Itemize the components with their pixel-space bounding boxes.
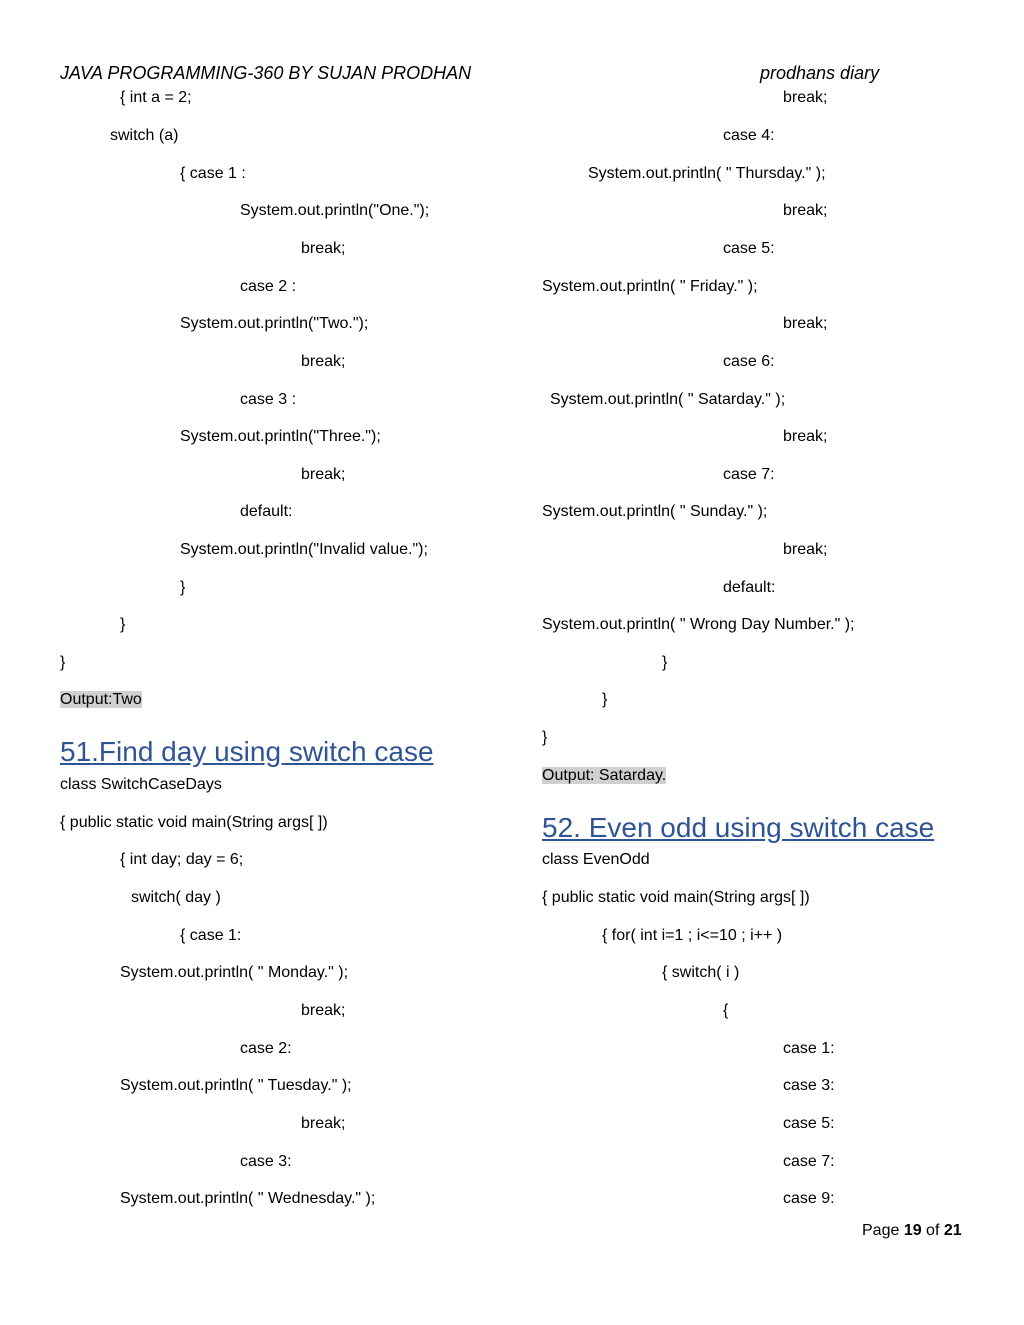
code-line: } — [542, 729, 548, 746]
code-line: { public static void main(String args[ ]) — [542, 889, 810, 906]
code-line: System.out.println( " Tuesday." ); — [120, 1077, 352, 1094]
code-line: } — [60, 654, 66, 671]
code-line: System.out.println( " Sunday." ); — [542, 503, 768, 520]
code-line: System.out.println( " Thursday." ); — [588, 165, 826, 182]
code-line: switch (a) — [110, 127, 179, 144]
code-line: case 3: — [783, 1077, 835, 1094]
code-line: break; — [301, 466, 346, 483]
code-line: { int day; day = 6; — [120, 851, 244, 868]
code-line: { public static void main(String args[ ]) — [60, 814, 328, 831]
code-line: case 7: — [723, 466, 775, 483]
code-line: break; — [301, 1115, 346, 1132]
code-line: System.out.println( " Monday." ); — [120, 964, 349, 981]
code-line: } — [120, 616, 126, 633]
code-line: case 5: — [723, 240, 775, 257]
output-highlight: Output:Two — [60, 691, 142, 708]
header-title: JAVA PROGRAMMING-360 BY SUJAN PRODHAN — [60, 63, 472, 83]
output-label — [542, 766, 666, 786]
code-line: case 5: — [783, 1115, 835, 1132]
page-total: 21 — [943, 1222, 962, 1239]
code-line: } — [180, 579, 186, 596]
code-line: } — [602, 691, 608, 708]
code-line: { int a = 2; — [120, 89, 192, 106]
code-line: class EvenOdd — [542, 851, 650, 868]
code-line: System.out.println( " Satarday." ); — [550, 391, 786, 408]
code-line: case 9: — [783, 1190, 835, 1207]
code-line: case 2: — [240, 1040, 292, 1057]
code-line: System.out.println("One."); — [240, 202, 430, 219]
code-line: System.out.println( " Friday." ); — [542, 278, 758, 295]
code-line: break; — [301, 353, 346, 370]
code-line: case 3 : — [240, 391, 297, 408]
section-heading-51: 51.Find day using switch case — [60, 736, 434, 767]
code-line: case 1: — [783, 1040, 835, 1057]
output-highlight: Output: Satarday. — [542, 767, 667, 784]
header-brand: prodhans diary — [760, 63, 880, 83]
code-line: break; — [301, 1002, 346, 1019]
code-line: System.out.println("Invalid value."); — [180, 541, 428, 558]
code-line: case 2 : — [240, 278, 297, 295]
code-line: break; — [783, 89, 828, 106]
code-line: { for( int i=1 ; i<=10 ; i++ ) — [602, 927, 783, 944]
code-line: System.out.println("Two."); — [180, 315, 369, 332]
code-line: switch( day ) — [131, 889, 221, 906]
section-heading-52: 52. Even odd using switch case — [542, 812, 935, 843]
code-line: case 6: — [723, 353, 775, 370]
code-line: { case 1: — [180, 927, 242, 944]
page-current: 19 — [903, 1222, 922, 1239]
code-line: } — [662, 654, 668, 671]
code-line: break; — [301, 240, 346, 257]
code-line: System.out.println("Three."); — [180, 428, 381, 445]
code-line: { switch( i ) — [662, 964, 740, 981]
code-line: break; — [783, 428, 828, 445]
code-line: System.out.println( " Wednesday." ); — [120, 1190, 376, 1207]
code-line: case 7: — [783, 1153, 835, 1170]
code-line: { — [723, 1002, 729, 1019]
code-line: default: — [723, 579, 776, 596]
code-line: case 3: — [240, 1153, 292, 1170]
code-line: class SwitchCaseDays — [60, 776, 222, 793]
page-number — [862, 1222, 962, 1240]
code-line: break; — [783, 541, 828, 558]
code-line: default: — [240, 503, 293, 520]
page-middle: of — [921, 1222, 944, 1239]
code-line: { case 1 : — [180, 165, 246, 182]
code-line: break; — [783, 315, 828, 332]
page-prefix: Page — [862, 1222, 904, 1239]
code-line: case 4: — [723, 127, 775, 144]
code-line: System.out.println( " Wrong Day Number." ); — [542, 616, 855, 633]
code-line: break; — [783, 202, 828, 219]
output-label — [60, 690, 142, 710]
